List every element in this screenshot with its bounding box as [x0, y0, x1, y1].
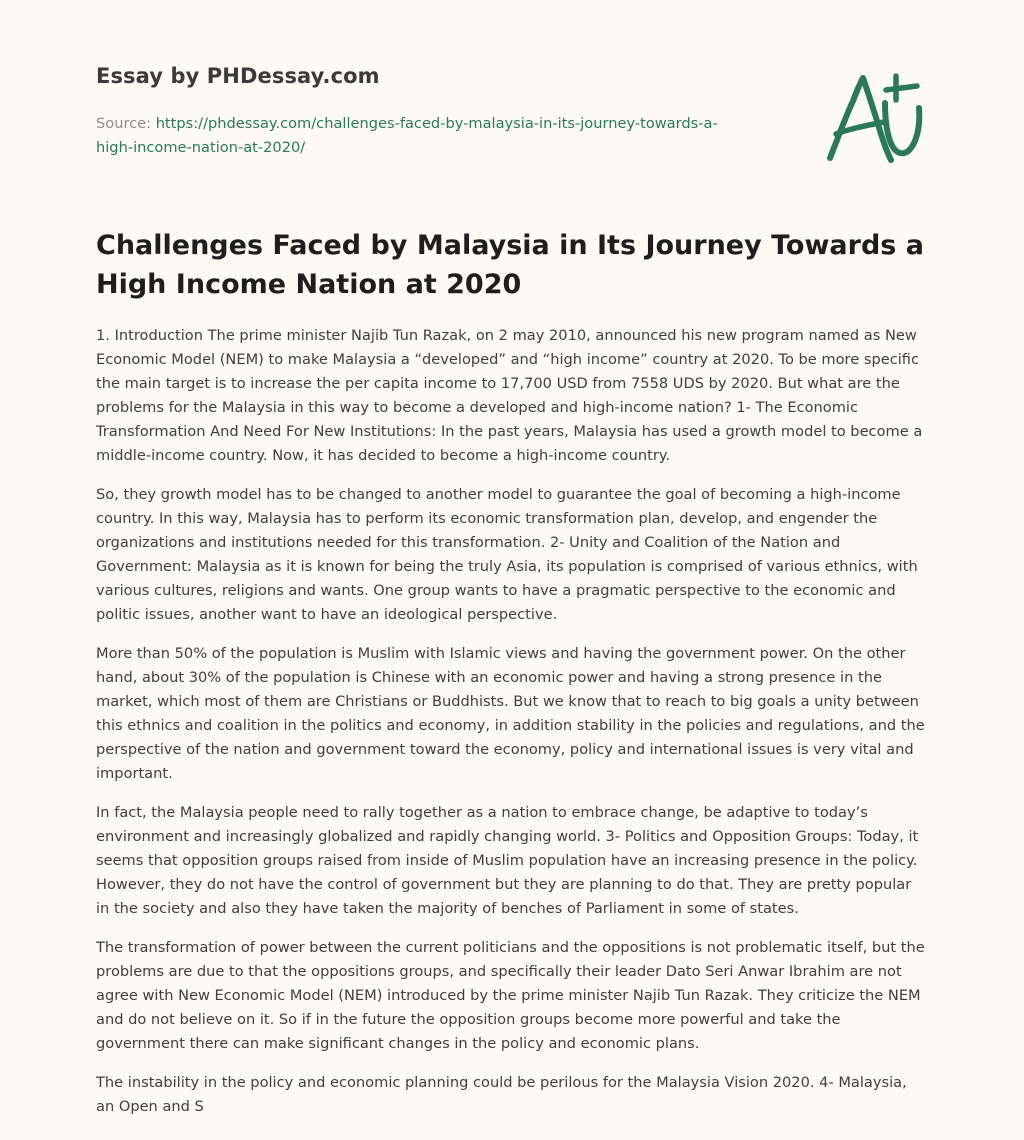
essay-body	[96, 324, 928, 1134]
essay-paragraph: In fact, the Malaysia people need to rally together as a nation to embrace change, be adaptive to today’s environment and increasingly globalized and rapidly changing world. 3- Politics and Opposition Groups: Today, it seems that opposition groups raised from inside of Muslim population have an increasing presence in the policy. However, they do not have the control of government but they are planning to do that. They are pretty popular in the society and also they have taken the majority of benches of Parliament in some of states.	[96, 804, 919, 917]
essay-title: Challenges Faced by Malaysia in Its Journey Towards a High Income Nation at 2020	[96, 230, 924, 300]
a-plus-logo-icon	[818, 68, 928, 168]
essay-paragraph: The instability in the policy and economic planning could be perilous for the Malaysia Vision 2020. 4- Malaysia, an Open and S	[96, 1074, 907, 1115]
source-label: Source:	[96, 115, 156, 132]
essay-paragraph: The transformation of power between the current politicians and the oppositions is not problematic itself, but the problems are due to that the oppositions groups, and specifically their leader Dato Seri Anwar Ibrahim are not agree with New Economic Model (NEM) introduced by the prime minister Najib Tun Razak. They criticize the NEM and do not believe on it. So if in the future the opposition groups become more powerful and take the government there can make significant changes in the policy and economic plans.	[96, 939, 925, 1052]
site-brand: Essay by PHDessay.com	[96, 64, 380, 88]
source-line	[96, 112, 746, 160]
essay-paragraph: 1. Introduction The prime minister Najib Tun Razak, on 2 may 2010, announced his new program named as New Economic Model (NEM) to make Malaysia a “developed” and “high income” country at 2020. To be more specific the main target is to increase the per capita income to 17,700 USD from 7558 UDS by 2020. But what are the problems for the Malaysia in this way to become a developed and high-income nation? 1- The Economic Transformation And Need For New Institutions: In the past years, Malaysia has used a growth model to become a middle-income country. Now, it has decided to become a high-income country.	[96, 327, 923, 464]
source-link[interactable]: https://phdessay.com/challenges-faced-by-malaysia-in-its-journey-towards-a-high-income-nation-at-2020/	[96, 115, 718, 156]
essay-paragraph: More than 50% of the population is Muslim with Islamic views and having the government power. On the other hand, about 30% of the population is Chinese with an economic power and having a strong presence in the market, which most of them are Christians or Buddhists. But we know that to reach to big goals a unity between this ethnics and coalition in the politics and economy, in addition stability in the policies and regulations, and the perspective of the nation and government toward the economy, policy and international issues is very vital and important.	[96, 645, 925, 782]
essay-paragraph: So, they growth model has to be changed to another model to guarantee the goal of becoming a high-income country. In this way, Malaysia has to perform its economic transformation plan, develop, and engender the organizations and institutions needed for this transformation. 2- Unity and Coalition of the Nation and Government: Malaysia as it is known for being the truly Asia, its population is comprised of various ethnics, with various cultures, religions and wants. One group wants to have a pragmatic perspective to the economic and politic issues, another want to have an ideological perspective.	[96, 486, 918, 623]
